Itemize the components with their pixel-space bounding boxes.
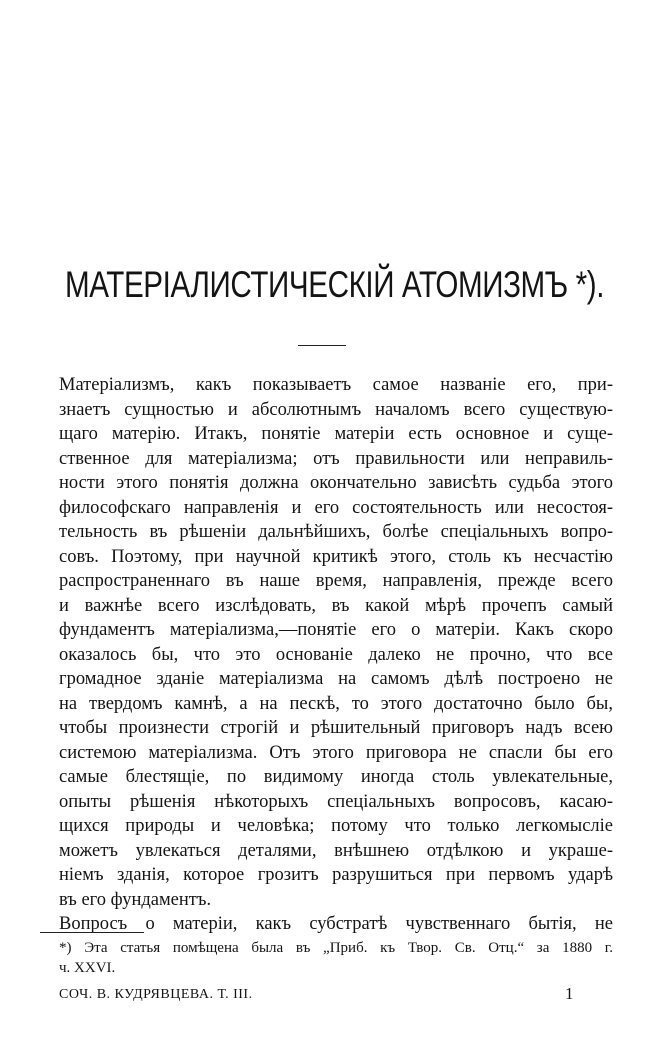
paragraph-1-line-19: щихся природы и человѣка; потому что только легкомысліе	[59, 816, 613, 836]
paragraph-1-line-22: въ его фундаментъ.	[59, 889, 212, 910]
paragraph-1-line-14: на твердомъ камнѣ, а на пескѣ, то этого достаточно было бы,	[59, 693, 613, 714]
footnote-line-1: *) Эта статья помѣщена была въ „Приб. къ Твор. Св. Отц.“ за 1880 г.	[59, 940, 613, 956]
paragraph-1-line-3: щаго матерію. Итакъ, понятіе матеріи есть основное и суще-	[59, 424, 613, 444]
paragraph-1-line-16: системою матеріализма. Отъ этого приговора не спасли бы его	[59, 742, 613, 763]
footnote-line-2: ч. XXVI.	[59, 960, 116, 976]
paragraph-1-line-18: опыты рѣшенія нѣкоторыхъ спеціальныхъ вопросовъ, касаю-	[59, 791, 613, 812]
footnote-divider	[40, 932, 144, 933]
paragraph-1-line-11: фундаментъ матеріализма,—понятіе его о матеріи. Какъ скоро	[59, 620, 613, 640]
paragraph-1-line-9: распространеннаго въ наше время, направленія, прежде всего	[59, 571, 613, 591]
paragraph-1-line-7: тельность въ рѣшеніи дальнѣйшихъ, болѣе спеціальныхъ вопро-	[59, 522, 613, 542]
chapter-title: МАТЕРІАЛИСТИЧЕСКІЙ АТОМИЗМЪ *).	[65, 264, 605, 305]
paragraph-1-line-8: совъ. Поэтому, при научной критикѣ этого, столь къ несчастію	[59, 546, 613, 567]
footnote	[59, 938, 613, 978]
paragraph-1-line-1: Матеріализмъ, какъ показываетъ самое названіе его, при-	[59, 375, 613, 395]
paragraph-1-line-15: чтобы произнести строгій и рѣшительный приговоръ надъ всею	[59, 718, 613, 738]
paragraph-1-line-13: громадное зданіе матеріализма на самомъ дѣлѣ построено не	[59, 669, 613, 689]
paragraph-1-line-20: можетъ увлекаться деталями, внѣшнею отдѣлкою и украше-	[59, 840, 613, 861]
body-text	[59, 373, 613, 937]
title-divider	[298, 345, 346, 346]
page-number: 1	[565, 984, 574, 1003]
paragraph-1-line-21: ніемъ зданія, которое грозитъ разрушиться при первомъ ударѣ	[59, 865, 613, 885]
paragraph-1-line-10: и важнѣе всего изслѣдовать, въ какой мѣрѣ прочепъ самый	[59, 595, 613, 616]
paragraph-1-line-4: ственное для матеріализма; отъ правильности или неправиль-	[59, 448, 613, 469]
paragraph-1-line-6: философскаго направленія и его состоятельность или несостоя-	[59, 497, 613, 518]
paragraph-1-line-12: оказалось бы, что это основаніе далеко не прочно, что все	[59, 644, 613, 665]
paragraph-1-line-5: ности этого понятія должна окончательно зависѣть судьба этого	[59, 473, 613, 493]
paragraph-2-line-1: Вопросъ о матеріи, какъ субстратѣ чувственнаго бытія, не	[59, 914, 613, 934]
signature-mark: СОЧ. В. КУДРЯВЦЕВА. Т. III.	[59, 987, 253, 1002]
paragraph-1-line-17: самые блестящіе, по видимому иногда столь увлекательные,	[59, 767, 613, 787]
paragraph-1-line-2: знаетъ сущностью и абсолютнымъ началомъ всего существую-	[59, 399, 613, 420]
